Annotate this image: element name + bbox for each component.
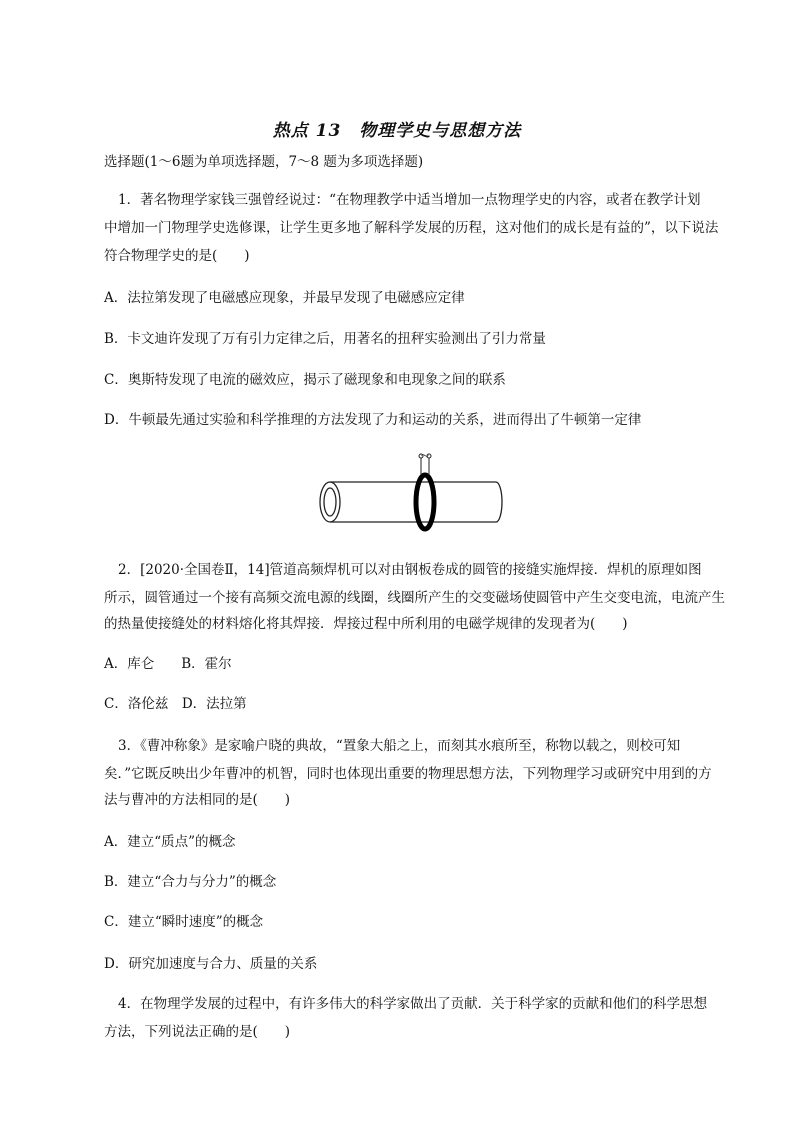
welding-pipe-diagram — [310, 450, 510, 540]
ac-source-symbol: ～ — [420, 452, 430, 462]
q4-stem-line2: 方法，下列说法正确的是( ) — [104, 1024, 291, 1040]
q1-option-a: A．法拉第发现了电磁感应现象，并最早发现了电磁感应定律 — [104, 290, 465, 306]
q2-options-cd: C．洛伦兹 D．法拉第 — [104, 696, 247, 712]
q1-stem-line3: 符合物理学史的是( ) — [104, 248, 250, 264]
q2-stem-line2: 所示，圆管通过一个接有高频交流电源的线圈，线圈所产生的交变磁场使圆管中产生交变电流，电流产生 — [104, 590, 725, 606]
coil — [416, 475, 434, 529]
page-title: 热点 13 物理学史与思想方法 — [272, 121, 522, 141]
q1-option-c: C．奥斯特发现了电流的磁效应，揭示了磁现象和电现象之间的联系 — [104, 372, 506, 388]
q3-option-a: A．建立“质点”的概念 — [104, 834, 236, 850]
pipe — [320, 482, 502, 522]
q1-option-b: B．卡文迪许发现了万有引力定律之后，用著名的扭秤实验测出了引力常量 — [104, 331, 546, 347]
q2-stem-line3: 的热量使接缝处的材料熔化将其焊接．焊接过程中所利用的电磁学规律的发现者为( ) — [104, 616, 628, 632]
q3-stem-line2: 矣．”它既反映出少年曹冲的机智，同时也体现出重要的物理思想方法，下列物理学习或研究中用到的方 — [104, 766, 712, 782]
q1-option-d: D．牛顿最先通过实验和科学推理的方法发现了力和运动的关系，进而得出了牛顿第一定律 — [104, 412, 642, 428]
q2-options-ab: A．库仑 B．霍尔 — [104, 656, 232, 672]
q3-option-b: B．建立“合力与分力”的概念 — [104, 874, 277, 890]
q3-stem-line3: 法与曹冲的方法相同的是( ) — [104, 792, 291, 808]
q1-stem-line2: 中增加一门物理学史选修课，让学生更多地了解科学发展的历程，这对他们的成长是有益的”，以下说法 — [104, 220, 719, 236]
instructions: 选择题(1～6题为单项选择题，7～8 题为多项选择题) — [104, 154, 424, 170]
q1-stem-line1: 1．著名物理学家钱三强曾经说过：“在物理教学中适当增加一点物理学史的内容，或者在教学计划 — [118, 192, 701, 208]
q4-stem-line1: 4．在物理学发展的过程中，有许多伟大的科学家做出了贡献．关于科学家的贡献和他们的科学思想 — [118, 996, 708, 1012]
q3-stem-line1: 3．《曹冲称象》是家喻户晓的典故，“置象大船之上，而刻其水痕所至，称物以载之，则校可知 — [118, 738, 681, 754]
q3-option-d: D．研究加速度与合力、质量的关系 — [104, 956, 318, 972]
q3-option-c: C．建立“瞬时速度”的概念 — [104, 914, 264, 930]
q2-stem-line1: 2．[2020·全国卷Ⅱ，14]管道高频焊机可以对由钢板卷成的圆管的接缝实施焊接．焊机的原理如图 — [118, 562, 702, 578]
